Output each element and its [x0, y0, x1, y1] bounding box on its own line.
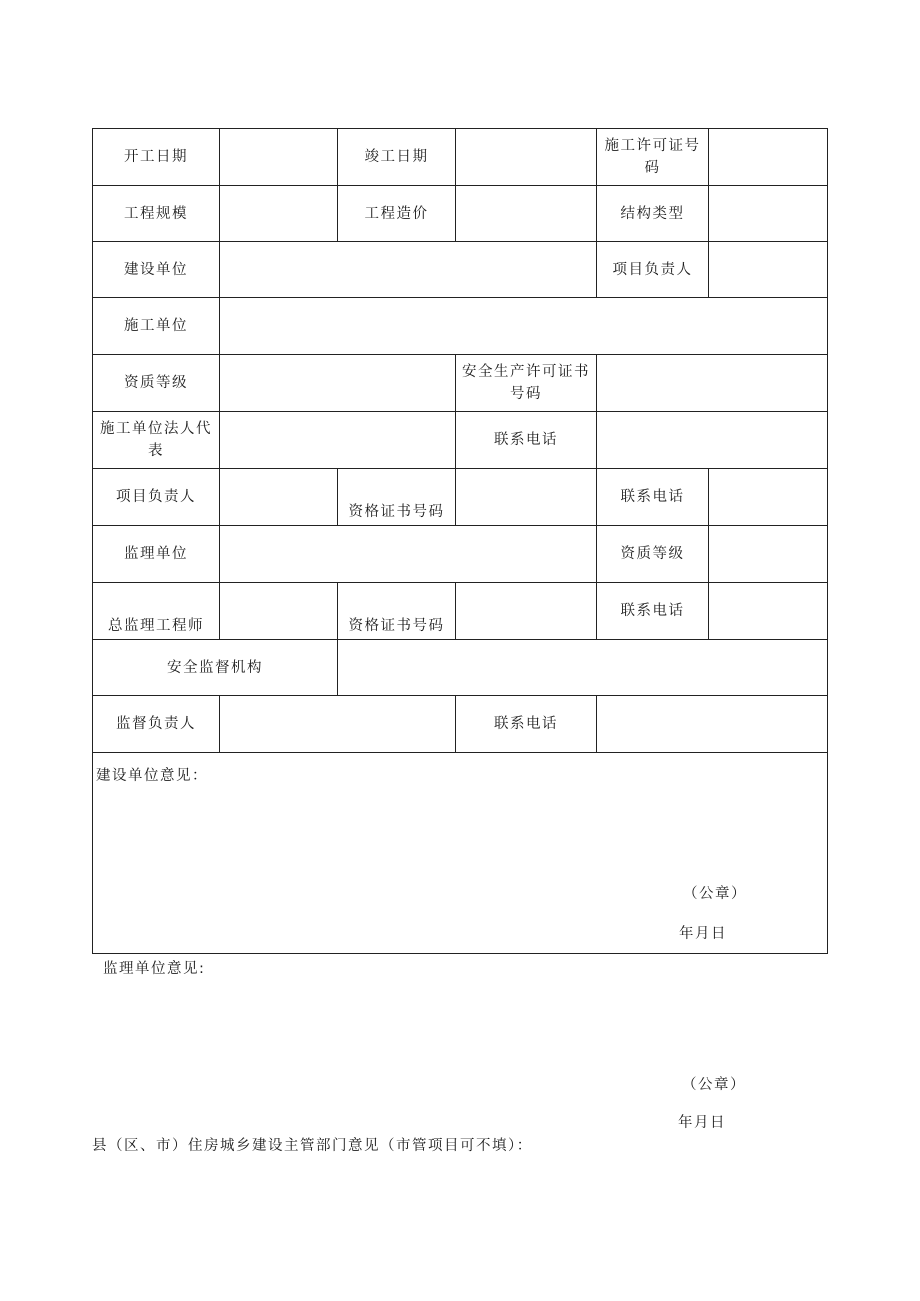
phone-field[interactable]	[596, 695, 828, 752]
certificate-label: 资格证书号码	[337, 468, 455, 525]
builder-opinion-box[interactable]	[92, 752, 828, 954]
scale-field[interactable]	[219, 185, 337, 241]
chief-engineer-field[interactable]	[219, 582, 337, 639]
scale-label: 工程规模	[92, 185, 219, 241]
phone-field[interactable]	[596, 411, 828, 468]
contractor-label: 施工单位	[92, 297, 219, 354]
builder-opinion-label: 建设单位意见：	[96, 768, 208, 784]
safety-agency-label: 安全监督机构	[92, 639, 337, 695]
project-info-form	[92, 128, 828, 954]
supervisor-opinion-label: 监理单位意见:	[103, 961, 206, 977]
safety-agency-field[interactable]	[337, 639, 828, 695]
cost-label: 工程造价	[337, 185, 455, 241]
safety-permit-field[interactable]	[596, 354, 828, 411]
project-manager-label: 项目负责人	[92, 468, 219, 525]
phone-label: 联系电话	[596, 468, 708, 525]
legal-rep-label: 施工单位法人代表	[92, 411, 219, 468]
finish-date-label: 竣工日期	[337, 128, 455, 185]
start-date-label: 开工日期	[92, 128, 219, 185]
phone-label: 联系电话	[455, 411, 596, 468]
builder-manager-field[interactable]	[708, 241, 828, 297]
structure-field[interactable]	[708, 185, 828, 241]
supervision-head-field[interactable]	[219, 695, 455, 752]
qualification-label: 资质等级	[92, 354, 219, 411]
chief-engineer-label: 总监理工程师	[92, 582, 219, 639]
supervision-head-label: 监督负责人	[92, 695, 219, 752]
builder-date: 年月日	[679, 926, 727, 942]
finish-date-field[interactable]	[455, 128, 596, 185]
structure-label: 结构类型	[596, 185, 708, 241]
permit-number-field[interactable]	[708, 128, 828, 185]
contractor-field[interactable]	[219, 297, 828, 354]
supervisor-seal: （公章）	[682, 1077, 746, 1093]
certificate-field[interactable]	[455, 468, 596, 525]
project-manager-field[interactable]	[219, 468, 337, 525]
supervisor-label: 监理单位	[92, 525, 219, 582]
authority-opinion-label: 县（区、市）住房城乡建设主管部门意见（市管项目可不填）：	[92, 1138, 533, 1154]
supervisor-qualification-label: 资质等级	[596, 525, 708, 582]
phone-field[interactable]	[708, 582, 828, 639]
legal-rep-field[interactable]	[219, 411, 455, 468]
safety-permit-label: 安全生产许可证书号码	[455, 354, 596, 411]
phone-label: 联系电话	[455, 695, 596, 752]
qualification-field[interactable]	[219, 354, 455, 411]
phone-label: 联系电话	[596, 582, 708, 639]
builder-label: 建设单位	[92, 241, 219, 297]
certificate-field[interactable]	[455, 582, 596, 639]
supervisor-date: 年月日	[678, 1115, 726, 1131]
phone-field[interactable]	[708, 468, 828, 525]
start-date-field[interactable]	[219, 128, 337, 185]
permit-number-label: 施工许可证号码	[596, 128, 708, 185]
builder-field[interactable]	[219, 241, 596, 297]
supervisor-qualification-field[interactable]	[708, 525, 828, 582]
supervisor-field[interactable]	[219, 525, 596, 582]
cost-field[interactable]	[455, 185, 596, 241]
builder-manager-label: 项目负责人	[596, 241, 708, 297]
certificate-label: 资格证书号码	[337, 582, 455, 639]
builder-seal: （公章）	[683, 886, 747, 902]
